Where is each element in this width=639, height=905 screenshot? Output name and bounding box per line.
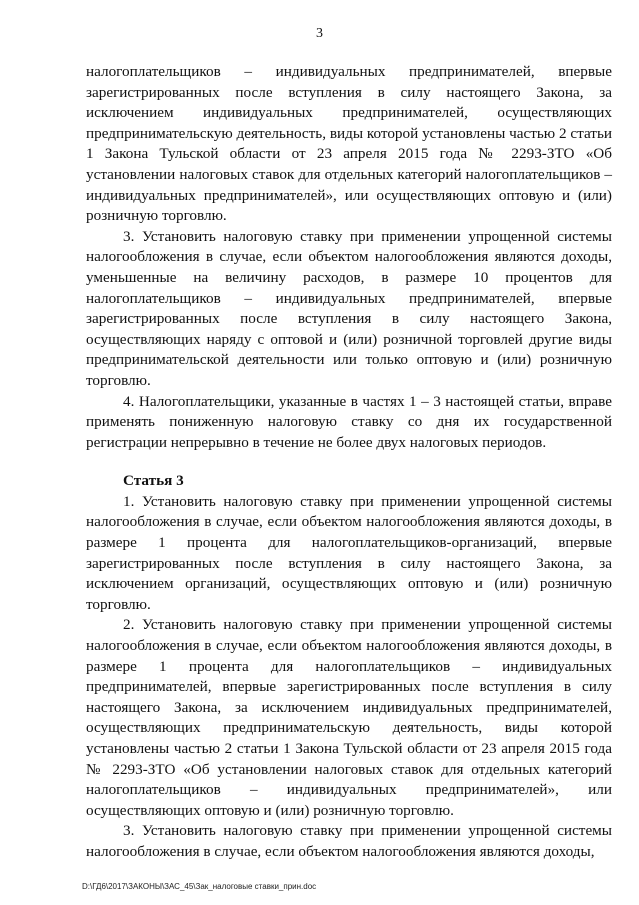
article3-paragraph-2: 2. Установить налоговую ставку при применении упрощенной системы налогообложения в случае, если объектом налогообложения являются доходы, в размере 1 процента для налогоплательщиков – индивидуальных предпринимателей, впервые зарегистрированных после вступления в силу настоящего Закона, за исключением индивидуальных предпринимателей, осуществляющих предпринимательскую деятельность, виды которой установлены частью 2 статьи 1 Закона Тульской области от 23 апреля 2015 года № 2293-ЗТО «Об установлении налоговых ставок для отдельных категорий налогоплательщиков – индивидуальных предпринимателей», или осуществляющих оптовую и (или) розничную торговлю.	[86, 616, 612, 819]
article-heading: Статья 3	[123, 472, 184, 490]
paragraph-part-4: 4. Налогоплательщики, указанные в частях 1 – 3 настоящей статьи, вправе применять пониженную налоговую ставку со дня их государственной регистрации непрерывно в течение не более двух налоговых периодов.	[86, 392, 612, 451]
article3-paragraph-1: 1. Установить налоговую ставку при применении упрощенной системы налогообложения в случае, если объектом налогообложения являются доходы, в размере 1 процента для налогоплательщиков-организаций, впервые зарегистрированных после вступления в силу настоящего Закона, за исключением организаций, осуществляющих оптовую и (или) розничную торговлю.	[86, 492, 612, 613]
article3-paragraph-3: 3. Установить налоговую ставку при применении упрощенной системы налогообложения в случае, если объектом налогообложения являются доходы,	[86, 822, 612, 860]
footer-file-path: D:\ГД6\2017\ЗАКОНЫ\ЗАС_45\Зак_налоговые ставки_прин.doc	[82, 882, 317, 891]
paragraph-part-3: 3. Установить налоговую ставку при применении упрощенной системы налогообложения в случае, если объектом налогообложения являются доходы, уменьшенные на величину расходов, в размере 10 процентов для налогоплательщиков – индивидуальных предпринимателей, впервые зарегистрированных после вступления в силу настоящего Закона, осуществляющих наряду с оптовой и (или) розничной торговлей другие виды предпринимательской деятельности или только оптовую и (или) розничную торговлю.	[86, 227, 612, 389]
document-body	[86, 62, 612, 863]
paragraph-continuation: налогоплательщиков – индивидуальных предпринимателей, впервые зарегистрированных после вступления в силу настоящего Закона, за исключением индивидуальных предпринимателей, осуществляющих предпринимательскую деятельность, виды которой установлены частью 2 статьи 1 Закона Тульской области от 23 апреля 2015 года № 2293-ЗТО «Об установлении налоговых ставок для отдельных категорий налогоплательщиков – индивидуальных предпринимателей», или осуществляющих оптовую и (или) розничную торговлю.	[86, 63, 612, 225]
page-number: 3	[316, 26, 323, 41]
